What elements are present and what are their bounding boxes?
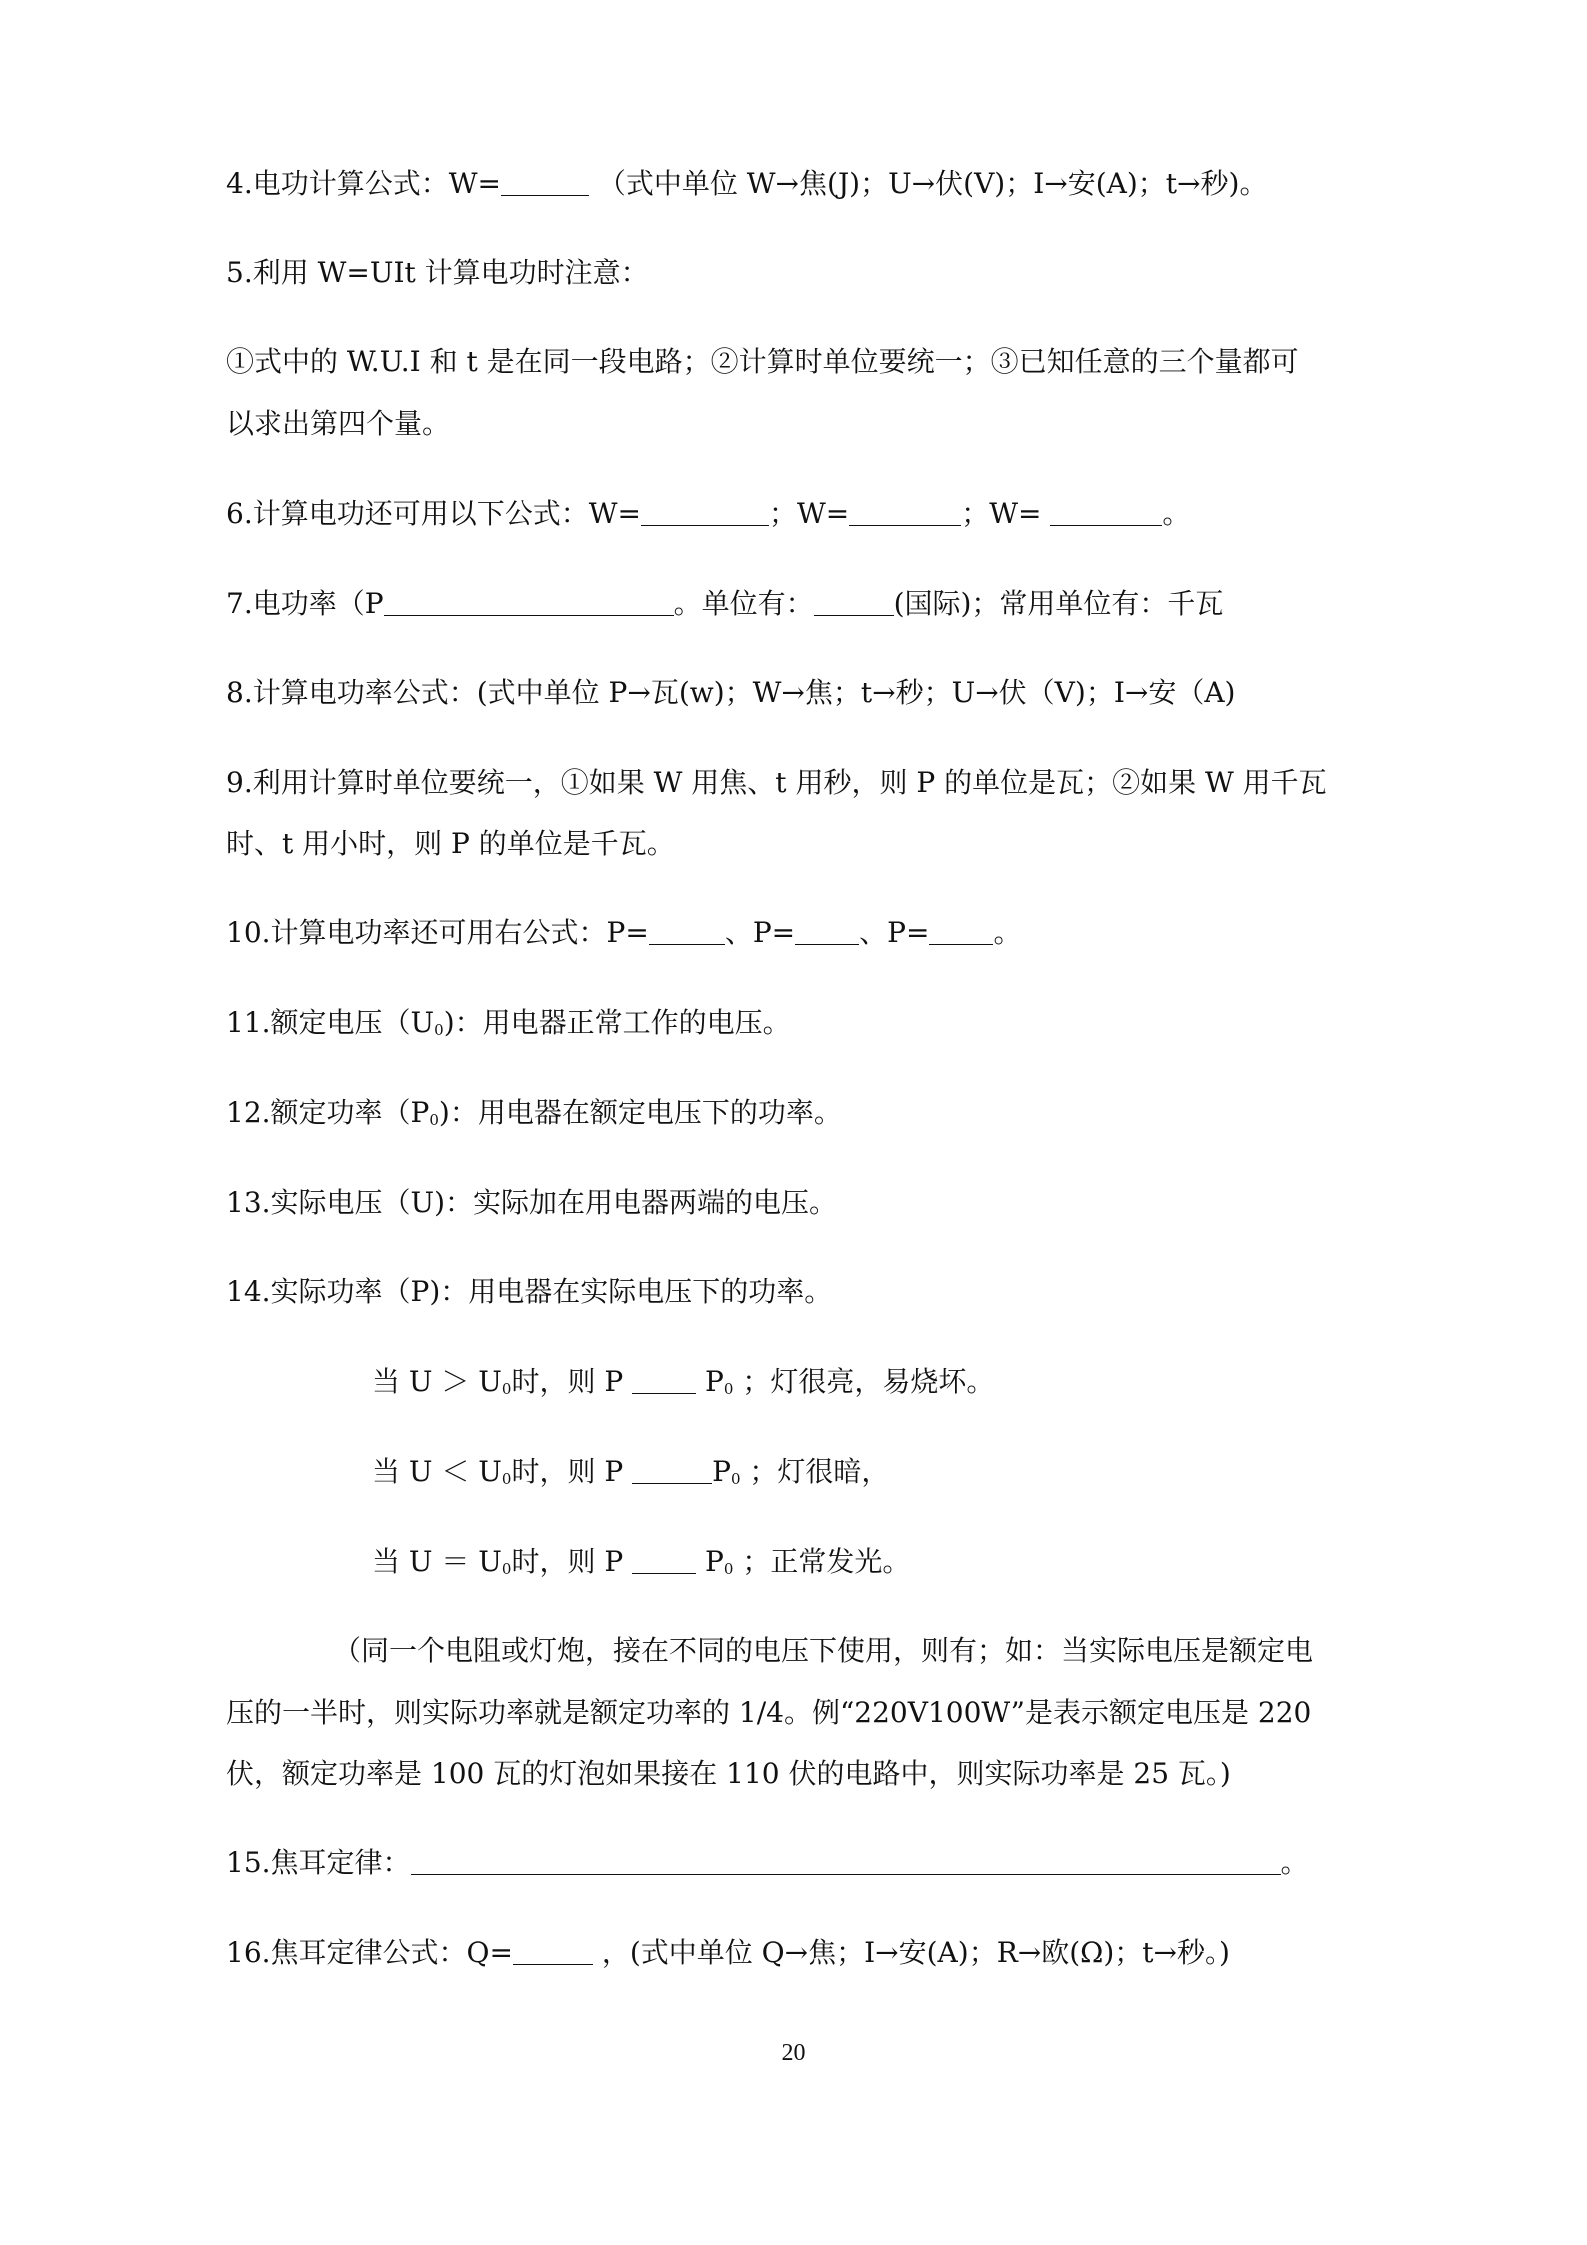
item-13: 13.实际电压（U)：实际加在用电器两端的电压。 bbox=[226, 1186, 838, 1219]
item-7: 7.电功率（P 。单位有： (国际)；常用单位有：千瓦 bbox=[226, 587, 1224, 620]
item-14: 14.实际功率（P)：用电器在实际电压下的功率。 bbox=[226, 1275, 833, 1308]
note-line-3: 伏，额定功率是 100 瓦的灯泡如果接在 110 伏的电路中，则实际功率是 25 瓦。) bbox=[226, 1757, 1231, 1790]
answer-blank[interactable] bbox=[795, 918, 859, 945]
note-line-1: （同一个电阻或灯炮，接在不同的电压下使用，则有；如：当实际电压是额定电 bbox=[333, 1634, 1314, 1667]
answer-blank[interactable] bbox=[649, 918, 725, 945]
answer-blank[interactable] bbox=[929, 918, 993, 945]
answer-blank[interactable] bbox=[411, 1848, 1281, 1875]
answer-blank[interactable] bbox=[641, 499, 769, 526]
note-line-2: 压的一半时，则实际功率就是额定功率的 1/4。例“220V100W”是表示额定电压是 220 bbox=[226, 1696, 1312, 1729]
answer-blank[interactable] bbox=[632, 1367, 696, 1394]
page-number: 20 bbox=[781, 2040, 806, 2066]
case-over-voltage: 当 $U > U_0$时，则 P $P_0$ ；灯很亮，易烧坏。 bbox=[372, 1365, 995, 1398]
item-5: 5.利用 W=UIt 计算电功时注意： bbox=[226, 256, 649, 289]
answer-blank[interactable] bbox=[513, 1938, 593, 1965]
answer-blank[interactable] bbox=[814, 589, 894, 616]
item-15: 15.焦耳定律： 。 bbox=[226, 1846, 1309, 1879]
item-9-line-1: 9.利用计算时单位要统一，①如果 W 用焦、t 用秒，则 P 的单位是瓦；②如果 W 用千瓦 bbox=[226, 766, 1327, 799]
item-8: 8.计算电功率公式：(式中单位 P→瓦(w)；W→焦；t→秒；U→伏（V)；I→安（A) bbox=[226, 676, 1236, 709]
item-5-note-line-1: ①式中的 W.U.I 和 t 是在同一段电路；②计算时单位要统一；③已知任意的三个量都可 bbox=[226, 345, 1299, 378]
answer-blank[interactable] bbox=[849, 499, 961, 526]
item-12: 12.额定功率$(P_0)$：用电器在额定电压下的功率。 bbox=[226, 1096, 842, 1129]
item-4: 4.电功计算公式：W= （式中单位 W→焦(J)；U→伏(V)；I→安(A)；t→秒)。 bbox=[226, 167, 1268, 200]
answer-blank[interactable] bbox=[1050, 499, 1162, 526]
item-16: 16.焦耳定律公式：Q= ，(式中单位 Q→焦；I→安(A)；R→欧(Ω)；t→秒。) bbox=[226, 1936, 1230, 1969]
answer-blank[interactable] bbox=[632, 1547, 696, 1574]
item-6: 6.计算电功还可用以下公式：W= ；W= ；W= 。 bbox=[226, 497, 1191, 530]
case-rated-voltage: 当 $U = U_0$时，则 P $P_0$ ；正常发光。 bbox=[372, 1545, 911, 1578]
item-5-note-line-2: 以求出第四个量。 bbox=[226, 407, 451, 440]
case-under-voltage: 当 $U < U_0$时，则 P $P_0$ ；灯很暗， bbox=[372, 1455, 890, 1488]
answer-blank[interactable] bbox=[384, 589, 674, 616]
item-11: 11.额定电压$(U_0)$：用电器正常工作的电压。 bbox=[226, 1006, 791, 1039]
answer-blank[interactable] bbox=[501, 169, 589, 196]
item-10: 10.计算电功率还可用右公式：P= 、P= 、P= 。 bbox=[226, 916, 1022, 949]
answer-blank[interactable] bbox=[632, 1457, 712, 1484]
item-9-line-2: 时、t 用小时，则 P 的单位是千瓦。 bbox=[226, 827, 675, 860]
